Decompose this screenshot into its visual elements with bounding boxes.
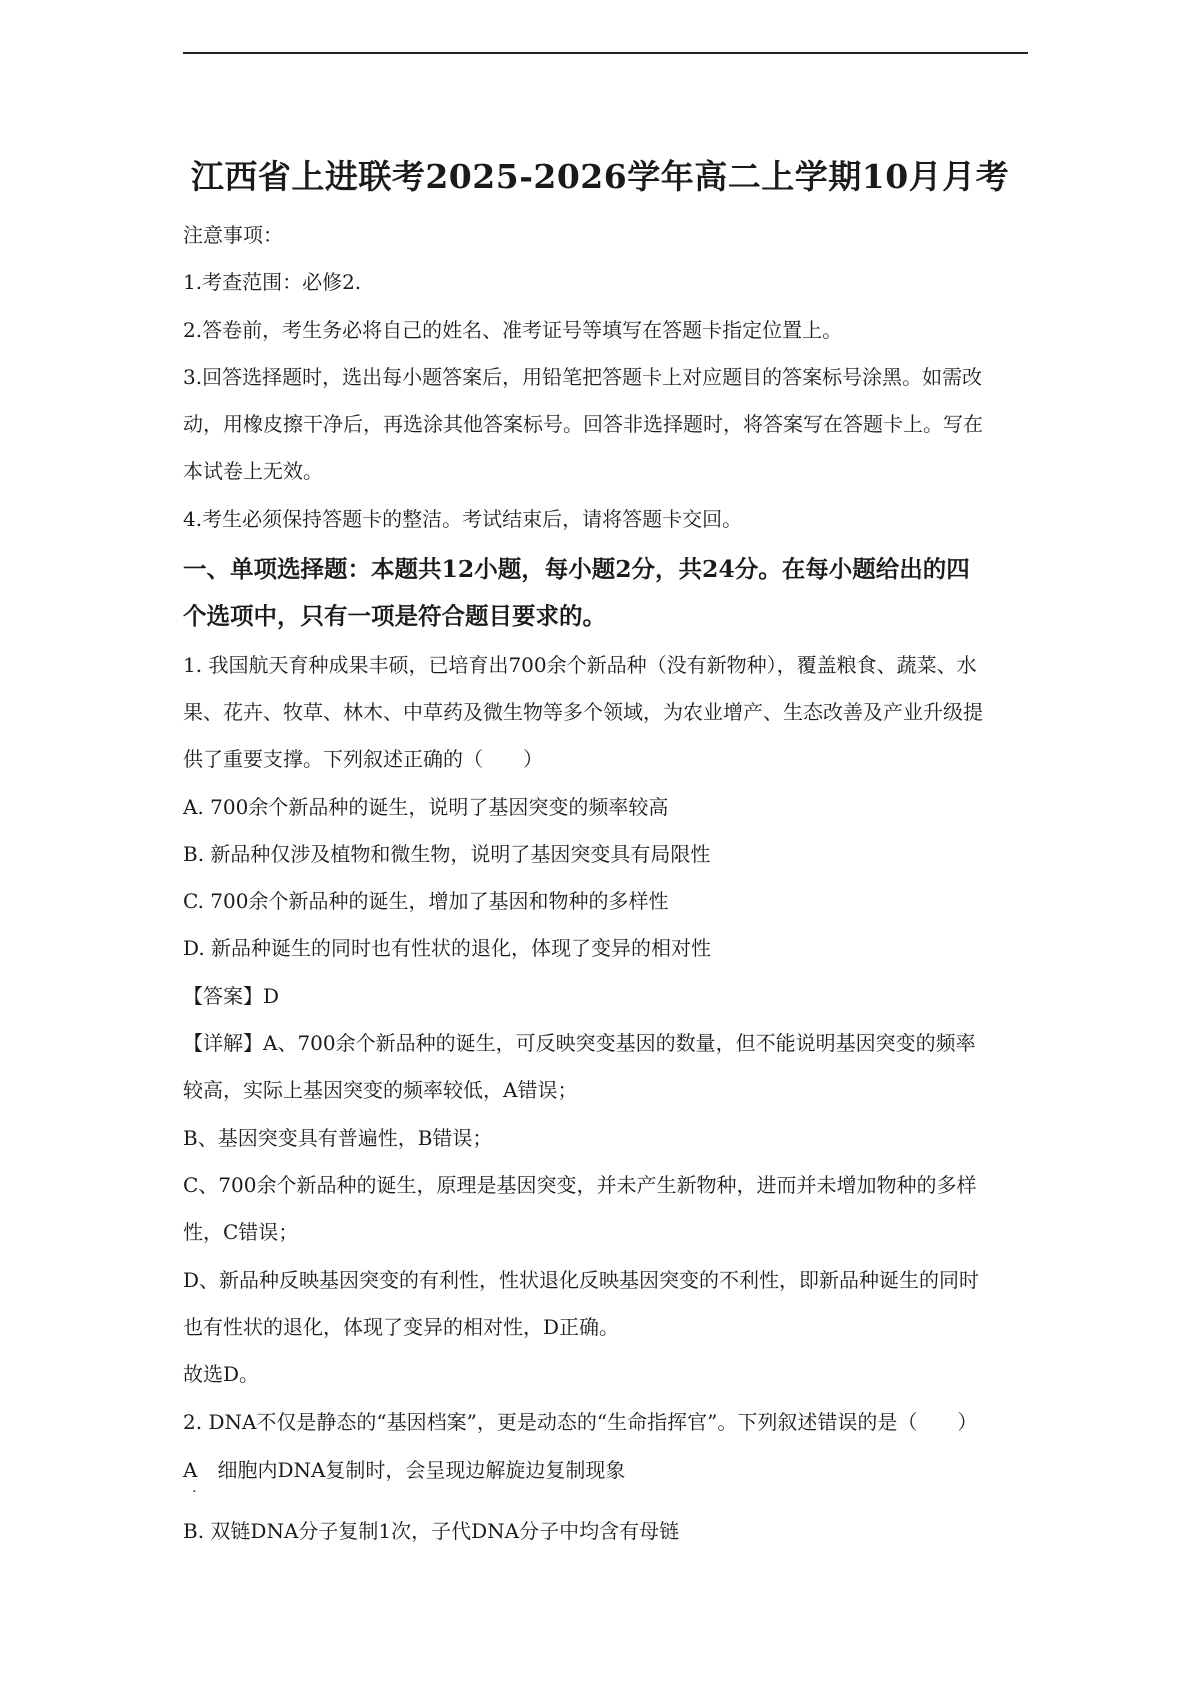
option-c: C. 700余个新品种的诞生，增加了基因和物种的多样性: [183, 889, 669, 913]
header-rule: [183, 52, 1028, 54]
notice-item: 3.回答选择题时，选出每小题答案后，用铅笔把答题卡上对应题目的答案标号涂黑。如需改: [183, 365, 983, 389]
option-b: B. 新品种仅涉及植物和微生物，说明了基因突变具有局限性: [183, 842, 711, 866]
option-a: A 细胞内DNA复制时，会呈现边解旋边复制现象: [183, 1458, 626, 1482]
explanation-line: 【详解】A、700余个新品种的诞生，可反映突变基因的数量，但不能说明基因突变的频率: [183, 1031, 976, 1055]
explanation-line: 性，C错误；: [183, 1220, 299, 1244]
question-stem: 2. DNA不仅是静态的“基因档案”，更是动态的“生命指挥官”。下列叙述错误的是（ ）: [183, 1410, 978, 1434]
notice-item: 动，用橡皮擦干净后，再选涂其他答案标号。回答非选择题时，将答案写在答题卡上。写在: [183, 412, 983, 436]
notice-item: 4.考生必须保持答题卡的整洁。考试结束后，请将答题卡交回。: [183, 507, 743, 531]
question-stem: 供了重要支撑。下列叙述正确的（ ）: [183, 747, 543, 771]
explanation-line: 较高，实际上基因突变的频率较低，A错误；: [183, 1078, 578, 1102]
question-stem: 1. 我国航天育种成果丰硕，已培育出700余个新品种（没有新物种），覆盖粮食、蔬菜、水: [183, 653, 977, 677]
answer: 【答案】D: [183, 984, 280, 1008]
option-b: B. 双链DNA分子复制1次，子代DNA分子中均含有母链: [183, 1519, 680, 1543]
page-title: 江西省上进联考2025-2026学年高二上学期10月月考: [190, 157, 1010, 196]
notice-item: 1.考查范围：必修2.: [183, 270, 362, 294]
explanation-line: 故选D。: [183, 1362, 260, 1386]
notice-item: 本试卷上无效。: [183, 459, 323, 483]
explanation-line: D、新品种反映基因突变的有利性，性状退化反映基因突变的不利性，即新品种诞生的同时: [183, 1268, 980, 1292]
notice-item: 2.答卷前，考生务必将自己的姓名、准考证号等填写在答题卡指定位置上。: [183, 318, 843, 342]
section-heading: 一、单项选择题：本题共12小题，每小题2分，共24分。在每小题给出的四: [183, 555, 970, 583]
explanation-line: C、700余个新品种的诞生，原理是基因突变，并未产生新物种，进而并未增加物种的多样: [183, 1173, 977, 1197]
section-heading: 个选项中，只有一项是符合题目要求的。: [183, 602, 606, 630]
explanation-line: B、基因突变具有普遍性，B错误；: [183, 1126, 493, 1150]
question-stem: 果、花卉、牧草、林木、中草药及微生物等多个领域，为农业增产、生态改善及产业升级提: [183, 700, 983, 724]
notice-heading: 注意事项：: [183, 223, 283, 247]
option-a: A. 700余个新品种的诞生，说明了基因突变的频率较高: [183, 795, 669, 819]
option-d: D. 新品种诞生的同时也有性状的退化，体现了变异的相对性: [183, 936, 712, 960]
stray-dot: .: [192, 1480, 197, 1496]
explanation-line: 也有性状的退化，体现了变异的相对性，D正确。: [183, 1315, 620, 1339]
